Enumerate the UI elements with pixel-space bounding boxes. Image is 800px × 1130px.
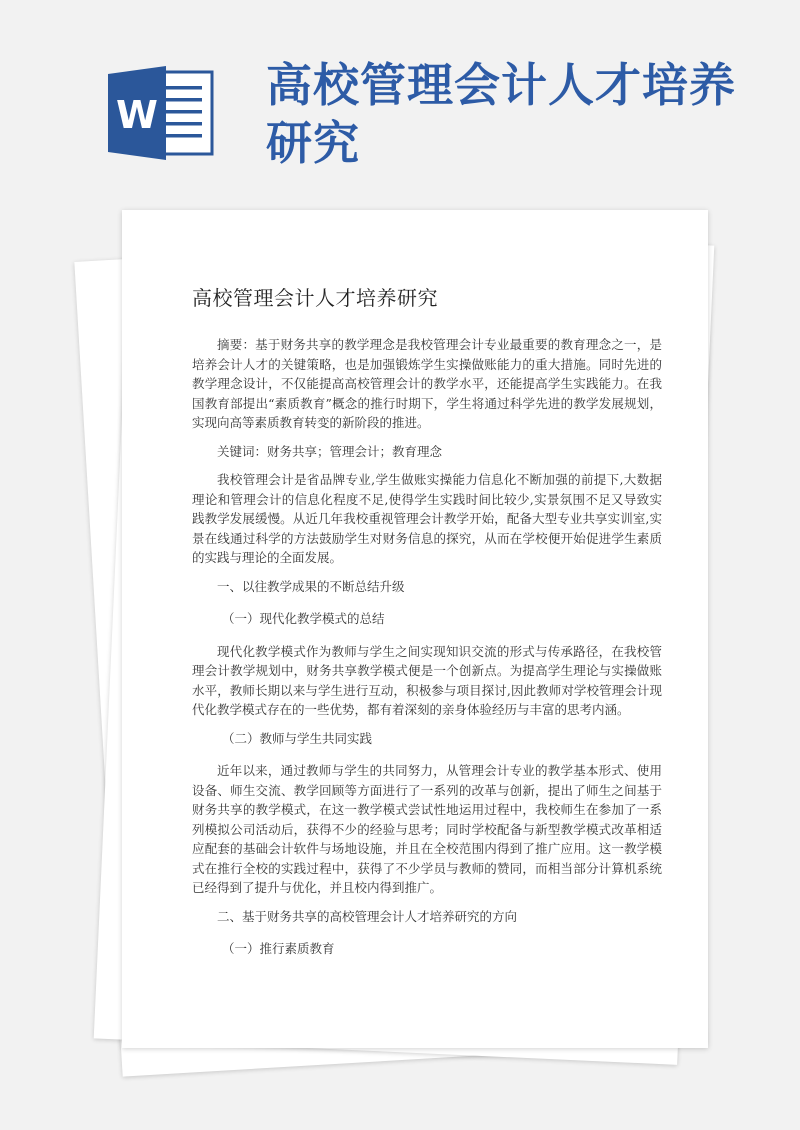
section-heading-1: 一、以往教学成果的不断总结升级: [217, 578, 405, 594]
subsection-heading-1-1: （一）现代化教学模式的总结: [222, 611, 385, 626]
section-heading-2: 二、基于财务共享的高校管理会计人才培养研究的方向: [217, 908, 518, 924]
keywords-line: 关键词：财务共享；管理会计；教育理念: [217, 443, 443, 459]
paragraph-1-1: 现代化教学模式作为教师与学生之间实现知识交流的形式与传承路径，在我校管理会计教学规划中，财务共享教学模式便是一个创新点。为提高学生理论与实操做账水平，教师长期以来与学生进行互动，积极参与项目探讨,因此教师对学校管理会计现代化教学模式存在的一些优势，都有着深刻的亲身体验经历与丰富的思考内涵。: [192, 643, 662, 717]
subsection-heading-2-1: （一）推行素质教育: [222, 941, 335, 956]
intro-paragraph: 我校管理会计是省品牌专业,学生做账实操能力信息化不断加强的前提下,大数据理论和管理会计的信息化程度不足,使得学生实践时间比较少,实景氛围不足又导致实践教学发展缓慢。从近几年我校重视管理会计教学开始，配备大型专业共享实训室,实景在线通过科学的方法鼓励学生对财务信息的探究，从而在学校便开始促进学生素质的实践与理论的全面发展。: [192, 472, 662, 565]
document-title: 高校管理会计人才培养研究: [192, 286, 438, 310]
page-title: 高校管理会计人才培养研究: [266, 58, 736, 170]
word-logo-letter: W: [116, 93, 158, 137]
paragraph-1-2: 近年以来，通过教师与学生的共同努力，从管理会计专业的教学基本形式、使用设备、师生交流、教学回顾等方面进行了一系列的改革与创新，提出了师生之间基于财务共享的教学模式，在这一教学模式尝试性地运用过程中，我校师生在参加了一系列模拟公司活动后，获得不少的经验与思考；同时学校配备与新型教学模式改革相适应配套的基础会计软件与场地设施，并且在全校范围内得到了推广应用。这一教学模式在推行全校的实践过程中，获得了不少学员与教师的赞同，而相当部分计算机系统已经得到了提升与优化，并且校内得到推广。: [192, 763, 662, 895]
subsection-heading-1-2: （二）教师与学生共同实践: [222, 730, 373, 746]
word-document-icon: [108, 66, 214, 160]
abstract-paragraph: 摘要：基于财务共享的教学理念是我校管理会计专业最重要的教育理念之一，是培养会计人才的关键策略，也是加强锻炼学生实操做账能力的重大措施。同时先进的教学理念设计，不仅能提高高校管理会计的教学水平，还能提高学生实践能力。在我国教育部提出“素质教育”概念的推行时期下，学生将通过科学先进的教学发展规划，实现向高等素质教育转变的新阶段的推进。: [192, 337, 662, 430]
document-body: [192, 282, 662, 972]
